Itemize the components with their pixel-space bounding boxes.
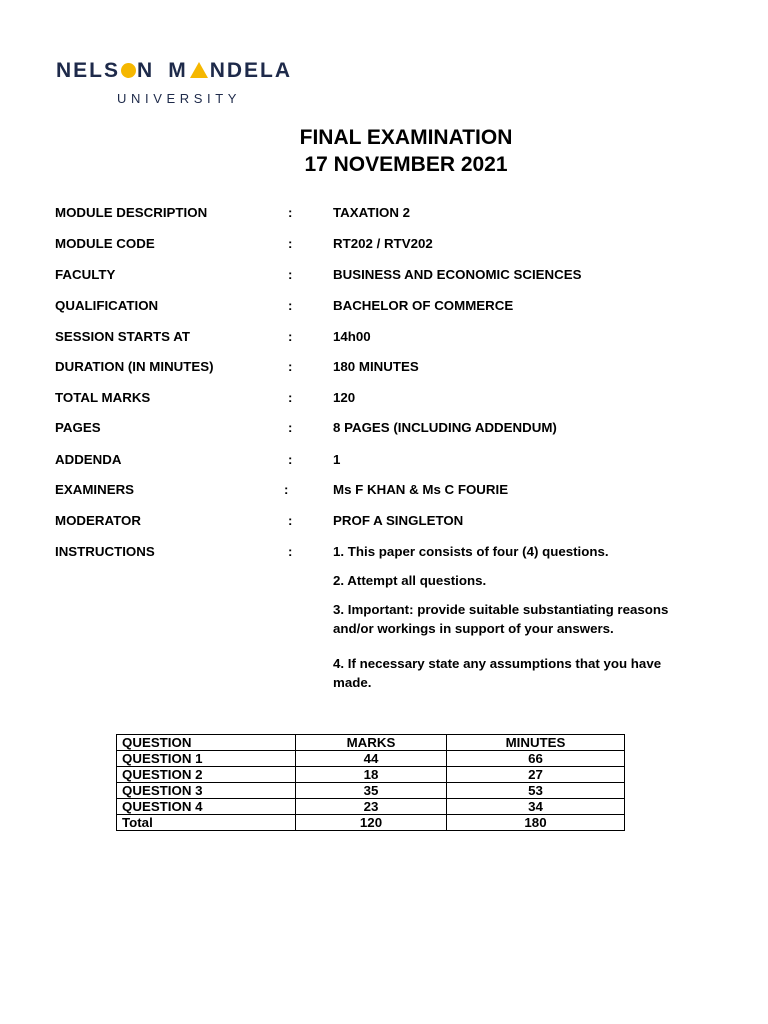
table-cell: QUESTION 1 — [117, 751, 296, 767]
table-header-row — [117, 735, 625, 751]
table-row — [117, 799, 625, 815]
detail-label: FACULTY — [55, 267, 116, 282]
detail-value: RT202 / RTV202 — [333, 236, 433, 251]
table-cell: 34 — [447, 799, 625, 815]
university-logo — [56, 58, 292, 106]
detail-value: BUSINESS AND ECONOMIC SCIENCES — [333, 267, 582, 282]
detail-label: TOTAL MARKS — [55, 390, 151, 405]
detail-label: PAGES — [55, 420, 101, 435]
table-header-cell: MINUTES — [447, 735, 625, 751]
detail-colon: : — [288, 205, 293, 220]
detail-colon: : — [288, 267, 293, 282]
detail-value: BACHELOR OF COMMERCE — [333, 298, 514, 313]
detail-value: Ms F KHAN & Ms C FOURIE — [333, 482, 509, 497]
detail-value: 8 PAGES (INCLUDING ADDENDUM) — [333, 420, 557, 435]
detail-value: TAXATION 2 — [333, 205, 411, 220]
table-cell: 18 — [296, 767, 447, 783]
table-header-cell: QUESTION — [117, 735, 296, 751]
logo-triangle-icon — [190, 62, 208, 78]
detail-value: 180 MINUTES — [333, 359, 419, 374]
detail-value: 14h00 — [333, 329, 371, 344]
detail-label: MODERATOR — [55, 513, 141, 528]
detail-colon: : — [288, 329, 293, 344]
table-total-row — [117, 815, 625, 831]
table-header-cell: MARKS — [296, 735, 447, 751]
detail-colon: : — [288, 359, 293, 374]
detail-label: MODULE CODE — [55, 236, 155, 251]
instruction-item: 4. If necessary state any assumptions that you have made. — [333, 656, 662, 690]
detail-label: MODULE DESCRIPTION — [55, 205, 208, 220]
detail-value: PROF A SINGLETON — [333, 513, 464, 528]
instruction-item: 1. This paper consists of four (4) questions. — [333, 544, 609, 559]
table-cell: Total — [117, 815, 296, 831]
detail-label: EXAMINERS — [55, 482, 135, 497]
exam-date: 17 NOVEMBER 2021 — [304, 153, 508, 176]
detail-value: 120 — [333, 390, 356, 405]
table-cell: 180 — [447, 815, 625, 831]
detail-colon: : — [288, 298, 293, 313]
detail-label: ADDENDA — [55, 452, 122, 467]
detail-label: DURATION (IN MINUTES) — [55, 359, 214, 374]
table-cell: 44 — [296, 751, 447, 767]
table-row — [117, 767, 625, 783]
detail-colon: : — [288, 452, 293, 467]
table-row — [117, 751, 625, 767]
instruction-item: 2. Attempt all questions. — [333, 573, 487, 588]
logo-subtitle: UNIVERSITY — [117, 91, 242, 106]
table-cell: 23 — [296, 799, 447, 815]
detail-colon: : — [288, 544, 293, 559]
detail-label: INSTRUCTIONS — [55, 544, 155, 559]
table-cell: QUESTION 2 — [117, 767, 296, 783]
detail-colon: : — [288, 236, 293, 251]
table-cell: 35 — [296, 783, 447, 799]
table-row — [117, 783, 625, 799]
logo-wordmark: NELS N M NDELA — [56, 59, 293, 82]
detail-colon: : — [288, 390, 293, 405]
table-cell: QUESTION 3 — [117, 783, 296, 799]
table-cell: 120 — [296, 815, 447, 831]
detail-colon: : — [288, 420, 293, 435]
table-cell: 66 — [447, 751, 625, 767]
instruction-item: 3. Important: provide suitable substantiating reasons and/or workings in support of your answers. — [333, 602, 669, 636]
logo-circle-icon — [121, 63, 136, 78]
detail-value: 1 — [333, 452, 341, 467]
detail-label: QUALIFICATION — [55, 298, 159, 313]
detail-colon: : — [288, 513, 293, 528]
table-cell: 27 — [447, 767, 625, 783]
marks-allocation-table — [116, 734, 625, 831]
detail-label: SESSION STARTS AT — [55, 329, 190, 344]
table-cell: QUESTION 4 — [117, 799, 296, 815]
table-cell: 53 — [447, 783, 625, 799]
detail-colon: : — [284, 482, 289, 497]
exam-title: FINAL EXAMINATION — [299, 126, 513, 149]
